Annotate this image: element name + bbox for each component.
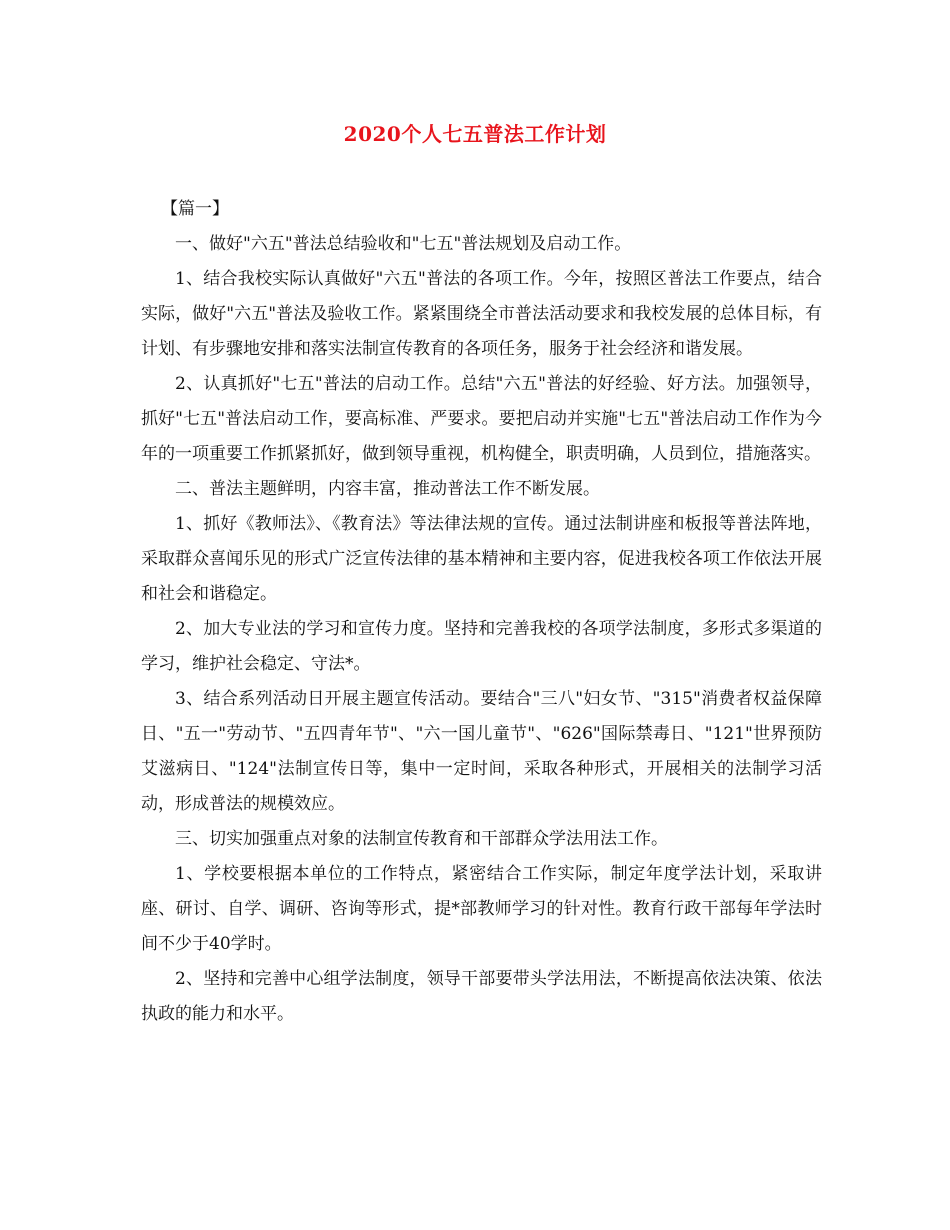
heading-1: 一、做好"六五"普法总结验收和"七五"普法规划及启动工作。 (175, 234, 632, 254)
paragraph: 1、学校要根据本单位的工作特点，紧密结合工作实际，制定年度学法计划，采取讲座、研讨、自学、调研、咨询等形式，提*部教师学习的针对性。教育行政干部每年学法时间不少于40学时。 (141, 864, 822, 954)
paragraph: 1、抓好《教师法》、《教育法》等法律法规的宣传。通过法制讲座和板报等普法阵地，采取群众喜闻乐见的形式广泛宣传法律的基本精神和主要内容，促进我校各项工作依法开展和社会和谐稳定。 (141, 514, 822, 604)
paragraph: 2、加大专业法的学习和宣传力度。坚持和完善我校的各项学法制度，多形式多渠道的学习，维护社会稳定、守法*。 (141, 619, 822, 674)
page-title: 2020个人七五普法工作计划 (343, 122, 607, 146)
paragraph: 2、认真抓好"七五"普法的启动工作。总结"六五"普法的好经验、好方法。加强领导，抓好"七五"普法启动工作，要高标准、严要求。要把启动并实施"七五"普法启动工作作为今年的一项重要工作抓紧抓好，做到领导重视，机构健全，职责明确，人员到位，措施落实。 (141, 374, 822, 464)
paragraph: 1、结合我校实际认真做好"六五"普法的各项工作。今年，按照区普法工作要点，结合实际，做好"六五"普法及验收工作。紧紧围绕全市普法活动要求和我校发展的总体目标，有计划、有步骤地安排和落实法制宣传教育的各项任务，服务于社会经济和谐发展。 (141, 269, 822, 359)
heading-2: 二、普法主题鲜明，内容丰富，推动普法工作不断发展。 (175, 479, 600, 499)
paragraph: 3、结合系列活动日开展主题宣传活动。要结合"三八"妇女节、"315"消费者权益保障日、"五一"劳动节、"五四青年节"、"六一国儿童节"、"626"国际禁毒日、"121"世界预防艾滋病日、"124"法制宣传日等，集中一定时间，采取各种形式，开展相关的法制学习活动，形成普法的规模效应。 (141, 689, 822, 814)
document-body (141, 192, 822, 1032)
section-marker: 【篇一】 (161, 199, 229, 219)
paragraph: 2、坚持和完善中心组学法制度，领导干部要带头学法用法，不断提高依法决策、依法执政的能力和水平。 (141, 969, 822, 1024)
heading-3: 三、切实加强重点对象的法制宣传教育和干部群众学法用法工作。 (175, 829, 668, 849)
